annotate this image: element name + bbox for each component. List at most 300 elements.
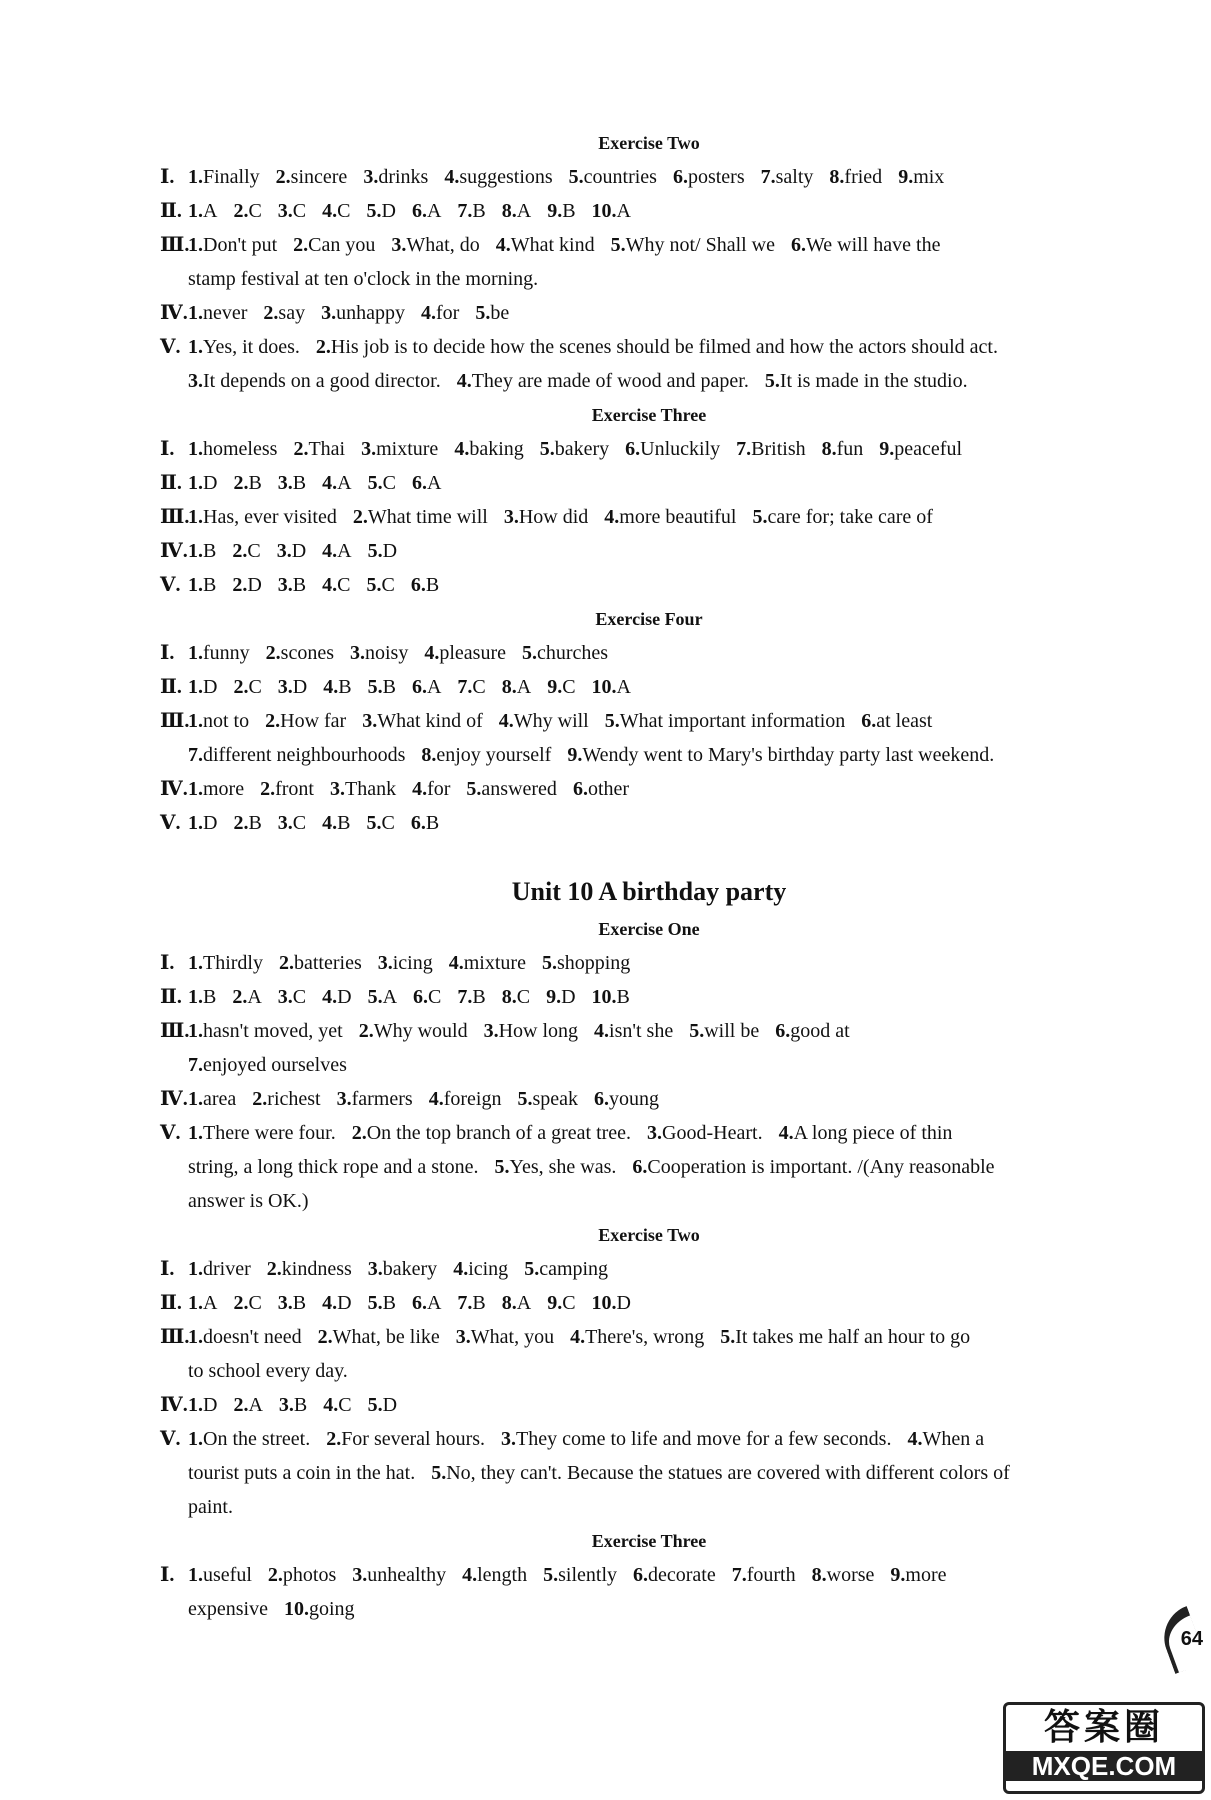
answer-number: 3. (350, 642, 365, 664)
question-roman-numeral: Ⅲ. (160, 1326, 190, 1348)
exercise-title: Exercise One (598, 919, 700, 939)
answer-item (278, 986, 306, 1008)
answer-text: B (292, 472, 307, 494)
answer-item (647, 1122, 763, 1144)
question-roman-numeral: Ⅱ. (160, 676, 182, 698)
answer-item (413, 986, 441, 1008)
answer-text: will be (704, 1020, 760, 1042)
answer-item (898, 166, 944, 188)
answer-item (431, 1462, 1010, 1484)
answer-text: peaceful (894, 438, 963, 460)
answer-item (188, 234, 277, 256)
answer-item (188, 1462, 415, 1484)
answer-number: 8. (811, 1564, 827, 1586)
answer-item (322, 472, 351, 494)
question-block (160, 1388, 1138, 1422)
answer-item (188, 268, 538, 290)
answer-line (188, 364, 1138, 398)
answer-line (188, 1592, 1138, 1626)
answer-text: richest (267, 1088, 321, 1110)
answer-number: 3. (336, 1088, 352, 1110)
answer-number: 4. (778, 1122, 794, 1144)
exercise-title: Exercise Two (598, 133, 700, 153)
answer-number: 5. (367, 676, 383, 698)
answer-text: What kind (510, 234, 595, 256)
question-roman-numeral: Ⅰ. (160, 642, 175, 664)
answer-item (188, 676, 217, 698)
answer-text: Why will (513, 710, 589, 732)
answer-number: 3. (361, 438, 377, 460)
answer-number: 8. (421, 744, 437, 766)
answer-number: 2. (265, 710, 281, 732)
answer-line (188, 738, 1138, 772)
answer-item (484, 1020, 578, 1042)
answer-item (350, 642, 408, 664)
answer-item (293, 438, 345, 460)
answer-number: 9. (879, 438, 895, 460)
answer-text: C (381, 574, 395, 596)
answer-item (293, 234, 375, 256)
answer-text: useful (203, 1564, 252, 1586)
answer-text: drinks (378, 166, 429, 188)
answer-text: baking (469, 438, 524, 460)
answer-text: C (248, 676, 262, 698)
answer-line (188, 980, 1138, 1014)
answer-item (822, 438, 864, 460)
answer-line (188, 1116, 1138, 1150)
answer-item (326, 1428, 485, 1450)
answer-text: B (248, 472, 262, 494)
answer-item (188, 1360, 348, 1382)
answer-item (573, 778, 629, 800)
answer-number: 1. (188, 676, 203, 698)
answer-number: 5. (366, 812, 382, 834)
answer-item (457, 370, 749, 392)
answer-text: more (203, 778, 245, 800)
answer-text: scones (280, 642, 334, 664)
answer-text: B (203, 574, 217, 596)
answer-number: 2. (279, 952, 294, 974)
answer-number: 5. (494, 1156, 510, 1178)
answer-number: 4. (570, 1326, 586, 1348)
answer-number: 4. (322, 540, 338, 562)
answer-text: enjoyed ourselves (203, 1054, 347, 1076)
question-roman-numeral: Ⅴ. (160, 812, 181, 834)
answer-number: 5. (431, 1462, 447, 1484)
answer-number: 4. (412, 778, 428, 800)
answer-number: 3. (391, 234, 407, 256)
answer-number: 5. (367, 540, 383, 562)
page-number: 64 (1180, 1628, 1203, 1650)
answer-text: C (337, 574, 351, 596)
answer-text: On the street. (203, 1428, 311, 1450)
answer-number: 2. (263, 302, 279, 324)
question-roman-numeral: Ⅱ. (160, 472, 182, 494)
answer-line (188, 296, 1138, 330)
answer-item (233, 1394, 262, 1416)
answer-number: 3. (277, 472, 293, 494)
answer-item (188, 812, 217, 834)
answer-text: What kind of (377, 710, 483, 732)
answer-item (457, 200, 485, 222)
answer-line (188, 1014, 1138, 1048)
answer-text: Unluckily (640, 438, 721, 460)
answer-item (421, 744, 551, 766)
answer-item (366, 200, 395, 222)
answer-number: 7. (457, 1292, 473, 1314)
answer-text: They come to life and move for a few seconds. (516, 1428, 892, 1450)
answer-item (466, 778, 557, 800)
answer-item (540, 438, 609, 460)
answer-item (266, 642, 334, 664)
answer-text: for (427, 778, 451, 800)
answer-item (861, 710, 932, 732)
answer-text: D (382, 1394, 398, 1416)
answer-number: 1. (188, 200, 203, 222)
answer-number: 6. (594, 1088, 609, 1110)
answer-number: 8. (501, 200, 517, 222)
question-roman-numeral: Ⅲ. (160, 1020, 190, 1042)
answer-item (188, 1394, 217, 1416)
answer-item (232, 540, 260, 562)
answer-line (188, 1558, 1138, 1592)
answer-number: 6. (861, 710, 877, 732)
answer-number: 2. (358, 1020, 374, 1042)
answer-number: 1. (188, 642, 203, 664)
answer-item (353, 506, 488, 528)
answer-number: 1. (188, 1258, 203, 1280)
answer-item (188, 540, 216, 562)
answer-number: 4. (322, 1292, 338, 1314)
question-roman-numeral: Ⅱ. (160, 1292, 182, 1314)
answer-number: 5. (568, 166, 584, 188)
answer-line (188, 1388, 1138, 1422)
answer-text: B (203, 986, 217, 1008)
answer-item (278, 472, 306, 494)
answer-number: 2. (233, 472, 249, 494)
answer-number: 6. (572, 778, 588, 800)
answer-content (160, 126, 1138, 1626)
answer-number: 2. (232, 540, 248, 562)
answer-item (457, 986, 485, 1008)
answer-line (188, 1354, 1138, 1388)
answer-number: 5. (539, 438, 555, 460)
answer-number: 5. (367, 1394, 383, 1416)
answer-text: B (562, 200, 576, 222)
answer-number: 2. (233, 200, 249, 222)
answer-item (188, 472, 217, 494)
answer-number: 4. (323, 1394, 339, 1416)
answer-item (720, 1326, 970, 1348)
answer-item (412, 472, 441, 494)
answer-number: 1. (188, 1326, 203, 1348)
question-roman-numeral: Ⅳ. (160, 778, 188, 800)
answer-item (673, 166, 745, 188)
question-block (160, 466, 1138, 500)
answer-item (233, 812, 261, 834)
question-block (160, 980, 1138, 1014)
answer-text: B (292, 574, 307, 596)
answer-line (188, 1422, 1138, 1456)
answer-item (233, 200, 261, 222)
question-block (160, 568, 1138, 602)
answer-text: A (426, 472, 442, 494)
answer-item (879, 438, 962, 460)
answer-number: 2. (232, 574, 248, 596)
answer-item (543, 1564, 617, 1586)
answer-text: Don't put (203, 234, 278, 256)
answer-item (366, 574, 394, 596)
answer-text: fun (836, 438, 864, 460)
answer-number: 1. (188, 1122, 203, 1144)
answer-number: 1. (188, 438, 203, 460)
answer-item (547, 676, 575, 698)
answer-text: A (382, 986, 398, 1008)
answer-number: 1. (188, 986, 203, 1008)
answer-number: 6. (413, 986, 429, 1008)
answer-item (263, 302, 305, 324)
answer-text: It takes me half an hour to go (735, 1326, 971, 1348)
answer-number: 2. (293, 438, 309, 460)
answer-number: 6. (791, 234, 807, 256)
answer-item (633, 1564, 716, 1586)
answer-text: going (308, 1598, 355, 1620)
answer-item (812, 1564, 875, 1586)
answer-item (605, 710, 846, 732)
answer-text: C (247, 540, 261, 562)
answer-item (592, 1292, 631, 1314)
answer-number: 7. (760, 166, 776, 188)
answer-line (188, 1048, 1138, 1082)
answer-text: not to (203, 710, 250, 732)
question-block (160, 806, 1138, 840)
answer-item (502, 1292, 531, 1314)
answer-text: A (337, 472, 352, 494)
answer-text: B (616, 986, 630, 1008)
answer-item (502, 676, 531, 698)
answer-text: D (381, 200, 396, 222)
answer-line (188, 1286, 1138, 1320)
answer-text: bakery (382, 1258, 438, 1280)
answer-text: noisy (365, 642, 409, 664)
answer-text: tourist puts a coin in the hat. (188, 1462, 416, 1484)
answer-text: What, be like (332, 1326, 440, 1348)
answer-text: countries (583, 166, 657, 188)
question-block (160, 636, 1138, 670)
answer-item (322, 812, 350, 834)
question-block (160, 500, 1138, 534)
answer-item (547, 200, 575, 222)
answer-item (604, 506, 736, 528)
answer-item (352, 1564, 446, 1586)
answer-text: C (472, 676, 486, 698)
answer-text: Finally (203, 166, 260, 188)
answer-number: 7. (736, 438, 752, 460)
answer-item (322, 200, 350, 222)
answer-item (594, 1088, 659, 1110)
answer-line (188, 704, 1138, 738)
answer-text: Wendy went to Mary's birthday party last weekend. (582, 744, 995, 766)
answer-text: There were four. (203, 1122, 336, 1144)
question-roman-numeral: Ⅰ. (160, 1258, 175, 1280)
answer-text: How did (518, 506, 589, 528)
answer-text: more (905, 1564, 947, 1586)
answer-item (188, 370, 441, 392)
answer-item (278, 574, 306, 596)
answer-text: suggestions (459, 166, 553, 188)
answer-number: 2. (317, 1326, 333, 1348)
answer-text: churches (536, 642, 609, 664)
answer-line (188, 262, 1138, 296)
answer-text: What, do (406, 234, 480, 256)
answer-text: length (477, 1564, 528, 1586)
answer-number: 4. (498, 710, 514, 732)
question-roman-numeral: Ⅴ. (160, 1122, 181, 1144)
answer-item (188, 1598, 268, 1620)
answer-line (188, 946, 1138, 980)
answer-number: 3. (277, 812, 293, 834)
answer-item (322, 1292, 351, 1314)
answer-number: 6. (410, 574, 426, 596)
answer-number: 3. (367, 1258, 383, 1280)
answer-text: never (203, 302, 248, 324)
question-roman-numeral: Ⅱ. (160, 200, 182, 222)
answer-number: 10. (591, 1292, 617, 1314)
answer-number: 2. (252, 1088, 268, 1110)
answer-number: 9. (546, 986, 562, 1008)
answer-item (279, 1394, 307, 1416)
answer-line (188, 500, 1138, 534)
answer-item (188, 710, 249, 732)
question-block (160, 670, 1138, 704)
answer-number: 2. (260, 778, 276, 800)
answer-item (277, 540, 306, 562)
answer-number: 1. (188, 1292, 203, 1314)
answer-text: pleasure (439, 642, 506, 664)
answer-number: 1. (188, 1394, 203, 1416)
answer-item (752, 506, 932, 528)
answer-item (421, 302, 459, 324)
answer-number: 9. (567, 744, 583, 766)
answer-item (594, 1020, 673, 1042)
answer-number: 6. (632, 1156, 648, 1178)
answer-text: A (426, 676, 442, 698)
answer-text: B (248, 812, 262, 834)
answer-number: 6. (672, 166, 688, 188)
answer-item (233, 1292, 261, 1314)
answer-text: different neighbourhoods (203, 744, 406, 766)
answer-number: 3. (352, 1564, 368, 1586)
answer-number: 4. (322, 200, 338, 222)
answer-line (188, 1184, 1138, 1218)
answer-item (316, 336, 998, 358)
answer-item (412, 676, 441, 698)
answer-item (453, 1258, 508, 1280)
question-roman-numeral: Ⅲ. (160, 710, 190, 732)
answer-number: 7. (188, 1054, 203, 1076)
answer-number: 4. (444, 166, 460, 188)
answer-item (188, 986, 216, 1008)
answer-text: B (382, 676, 396, 698)
answer-text: C (516, 986, 531, 1008)
answer-item (188, 1088, 236, 1110)
answer-item (233, 472, 261, 494)
answer-text: driver (203, 1258, 251, 1280)
answer-text: Why not/ Shall we (625, 234, 776, 256)
answer-item (366, 812, 394, 834)
answer-number: 2. (351, 1122, 367, 1144)
answer-text: How long (498, 1020, 579, 1042)
question-block (160, 194, 1138, 228)
answer-line (188, 534, 1138, 568)
answer-text: No, they can't. Because the statues are covered with different colors of (446, 1462, 1010, 1484)
answer-item (592, 986, 630, 1008)
answer-item (252, 1088, 320, 1110)
answer-item (449, 952, 526, 974)
answer-item (524, 1258, 608, 1280)
answer-text: C (292, 812, 307, 834)
answer-number: 1. (188, 574, 203, 596)
answer-text: foreign (443, 1088, 502, 1110)
answer-item (444, 166, 552, 188)
question-block (160, 704, 1138, 772)
question-block (160, 1422, 1138, 1524)
answer-number: 5. (689, 1020, 705, 1042)
answer-text: How far (280, 710, 347, 732)
watermark-logo (1003, 1702, 1205, 1794)
answer-text: A long piece of thin (793, 1122, 953, 1144)
answer-item (188, 1428, 310, 1450)
answer-number: 4. (322, 472, 338, 494)
answer-item (890, 1564, 946, 1586)
answer-item (391, 234, 479, 256)
answer-text: A (426, 1292, 442, 1314)
answer-number: 5. (604, 710, 620, 732)
answer-text: A (203, 1292, 218, 1314)
answer-number: 6. (633, 1564, 648, 1586)
answer-number: 1. (188, 710, 203, 732)
answer-text: Yes, it does. (203, 336, 300, 358)
answer-line (188, 432, 1138, 466)
answer-item (632, 1156, 994, 1178)
answer-number: 8. (821, 438, 837, 460)
answer-item (188, 200, 217, 222)
question-roman-numeral: Ⅳ. (160, 1088, 188, 1110)
answer-item (267, 1258, 352, 1280)
question-block (160, 534, 1138, 568)
answer-text: D (382, 540, 398, 562)
answer-text: C (562, 676, 576, 698)
answer-text: other (587, 778, 630, 800)
answer-item (412, 200, 441, 222)
answer-line (188, 1252, 1138, 1286)
answer-text: paint. (188, 1496, 233, 1518)
question-roman-numeral: Ⅰ. (160, 438, 175, 460)
answer-number: 5. (752, 506, 768, 528)
watermark-top-text: 答案圈 (1043, 1707, 1164, 1748)
question-roman-numeral: Ⅲ. (160, 506, 190, 528)
answer-item (330, 778, 396, 800)
answer-text: unhappy (336, 302, 405, 324)
answer-number: 2. (315, 336, 331, 358)
answer-item (188, 1564, 252, 1586)
answer-number: 3. (278, 1394, 294, 1416)
answer-number: 2. (352, 506, 368, 528)
answer-number: 4. (424, 642, 440, 664)
answer-item (761, 166, 814, 188)
question-roman-numeral: Ⅳ. (160, 302, 188, 324)
answer-text: B (293, 1394, 308, 1416)
